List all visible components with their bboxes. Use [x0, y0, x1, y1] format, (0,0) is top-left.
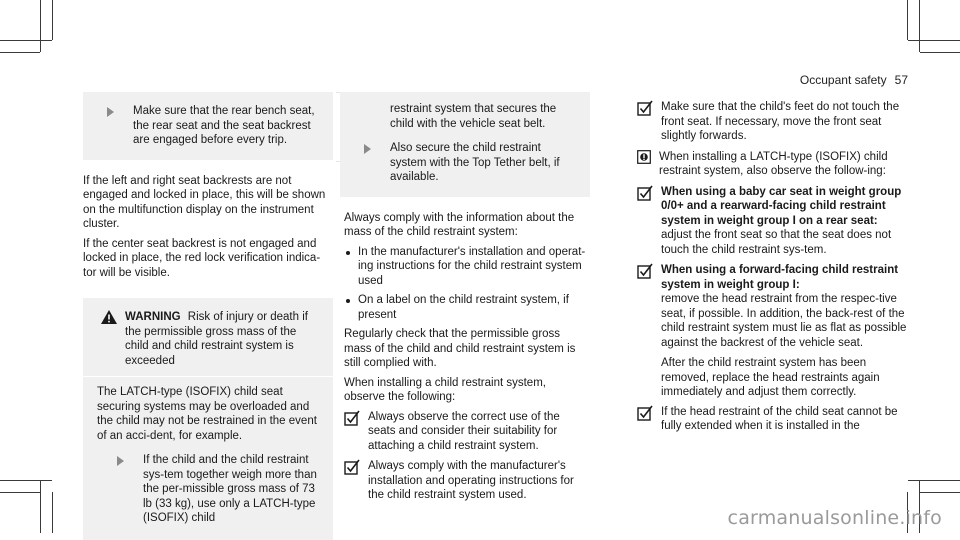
- checkbox-check-icon: [637, 100, 653, 116]
- checklist-text: remove the head restraint from the respec-tive seat, if possible. In addition, the back-rest of the child restraint system must lie as flat as possible against the backrest of the vehicle seat.: [661, 293, 907, 349]
- checklist-item: [637, 185, 907, 258]
- crop-mark: [40, 0, 41, 52]
- watermark: carmanualsonline.info: [727, 506, 942, 529]
- crop-mark: [920, 52, 960, 53]
- list-item: [344, 245, 590, 289]
- arrow-icon: [364, 144, 371, 154]
- checklist-item: [637, 405, 907, 434]
- checklist-item: [637, 263, 907, 350]
- crop-mark: [52, 492, 53, 533]
- checkbox-check-icon: [637, 263, 653, 279]
- checklist-text: Always observe the correct use of the seats and consider their suitability for attaching a child restraint system.: [368, 410, 560, 452]
- instruction-item: [97, 453, 321, 526]
- crop-mark: [907, 0, 908, 40]
- checkbox-check-icon: [637, 185, 653, 201]
- crop-mark: [0, 480, 52, 481]
- paragraph: When installing a child restraint system, observe the following:: [344, 376, 546, 403]
- crop-mark: [919, 0, 920, 52]
- list-item-text: In the manufacturer's installation and operat-ing instructions for the child restraint system used: [358, 245, 586, 287]
- checklist-item: [637, 100, 907, 144]
- section-title: Occupant safety: [799, 73, 887, 87]
- arrow-icon: [107, 107, 114, 117]
- checklist-text: If the head restraint of the child seat cannot be fully extended when it is installed in the: [661, 405, 898, 432]
- bullet-dot: [346, 251, 350, 255]
- checklist-heading: When using a forward-facing child restraint system in weight group I:: [661, 264, 899, 291]
- instruction-box-continued: [340, 92, 590, 197]
- column-1: [83, 92, 333, 540]
- paragraph: If the left and right seat backrests are not engaged and locked in place, this will be shown on the multifunction display on the instrument cluster.: [83, 174, 326, 230]
- crop-mark: [908, 480, 960, 481]
- continued-text: restraint system that secures the child with the vehicle seat belt.: [390, 103, 557, 130]
- crop-mark: [908, 40, 960, 41]
- checklist-item: [344, 459, 590, 503]
- checkbox-check-icon: [637, 405, 653, 421]
- page-number: 57: [894, 73, 908, 87]
- instruction-text: If the child and the child restraint sys-tem together weigh more than the per-missible gross mass of 73 lb (33 kg), use only a LATCH-type (ISOFIX) child: [143, 454, 317, 524]
- crop-mark: [0, 52, 40, 53]
- note-item: [637, 150, 907, 179]
- body-text: [83, 174, 333, 281]
- warning-box: [83, 298, 333, 540]
- crop-mark: [0, 492, 40, 493]
- instruction-box: [83, 92, 333, 160]
- checklist-text: adjust the front seat so that the seat does not touch the child restraint sys-tem.: [661, 229, 892, 256]
- checklist-subtext: After the child restraint system has been removed, replace the head restraints again immediately and adjust them correctly.: [661, 357, 880, 398]
- note-text: When installing a LATCH-type (ISOFIX) child restraint system, also observe the follow-ing:: [659, 150, 888, 177]
- checklist-text: Make sure that the child's feet do not touch the front seat. If necessary, move the front seat slightly forwards.: [661, 101, 900, 142]
- bullet-dot: [346, 299, 350, 303]
- warning-text: Risk of injury or death if the permissible gross mass of the child and child restraint system is exceeded: [125, 311, 308, 367]
- list-item: [344, 293, 590, 322]
- instruction-item: [344, 141, 576, 185]
- warning-title: WARNING: [125, 311, 181, 323]
- page-header: [800, 73, 908, 88]
- checkbox-check-icon: [344, 459, 360, 475]
- checkbox-check-icon: [344, 410, 360, 426]
- list-item-text: On a label on the child restraint system, if present: [358, 294, 569, 321]
- checklist-item: [344, 410, 590, 454]
- info-note-icon: [637, 150, 651, 164]
- crop-mark: [52, 0, 53, 40]
- warning-triangle-icon: [101, 310, 117, 324]
- instruction-text: Also secure the child restraint system with the Top Tether belt, if available.: [390, 142, 560, 183]
- checklist-heading: When using a baby car seat in weight group 0/0+ and a rearward-facing child restraint system in weight group I on a rear seat:: [661, 185, 902, 227]
- arrow-icon: [117, 456, 124, 466]
- body-text: [340, 211, 590, 503]
- warning-header: [97, 310, 321, 368]
- crop-mark: [920, 492, 960, 493]
- instruction-text: Make sure that the rear bench seat, the rear seat and the seat backrest are engaged before every trip.: [133, 105, 315, 146]
- crop-mark: [0, 40, 52, 41]
- paragraph: Regularly check that the permissible gross mass of the child and child restraint system is still complied with.: [344, 328, 576, 369]
- paragraph: If the center seat backrest is not engaged and locked in place, the red lock verification indica-tor will be visible.: [83, 237, 321, 279]
- instruction-item: [87, 104, 319, 148]
- column-3: [637, 100, 907, 440]
- checklist-text: Always comply with the manufacturer's installation and operating instructions for the child restraint system used.: [368, 460, 574, 501]
- paragraph: Always comply with the information about the mass of the child restraint system:: [344, 211, 575, 238]
- crop-mark: [40, 480, 41, 533]
- warning-body: The LATCH-type (ISOFIX) child seat securing systems may be overloaded and the child may not be restrained in the event of an acci-dent, for example.: [97, 386, 317, 442]
- column-2: [340, 92, 590, 509]
